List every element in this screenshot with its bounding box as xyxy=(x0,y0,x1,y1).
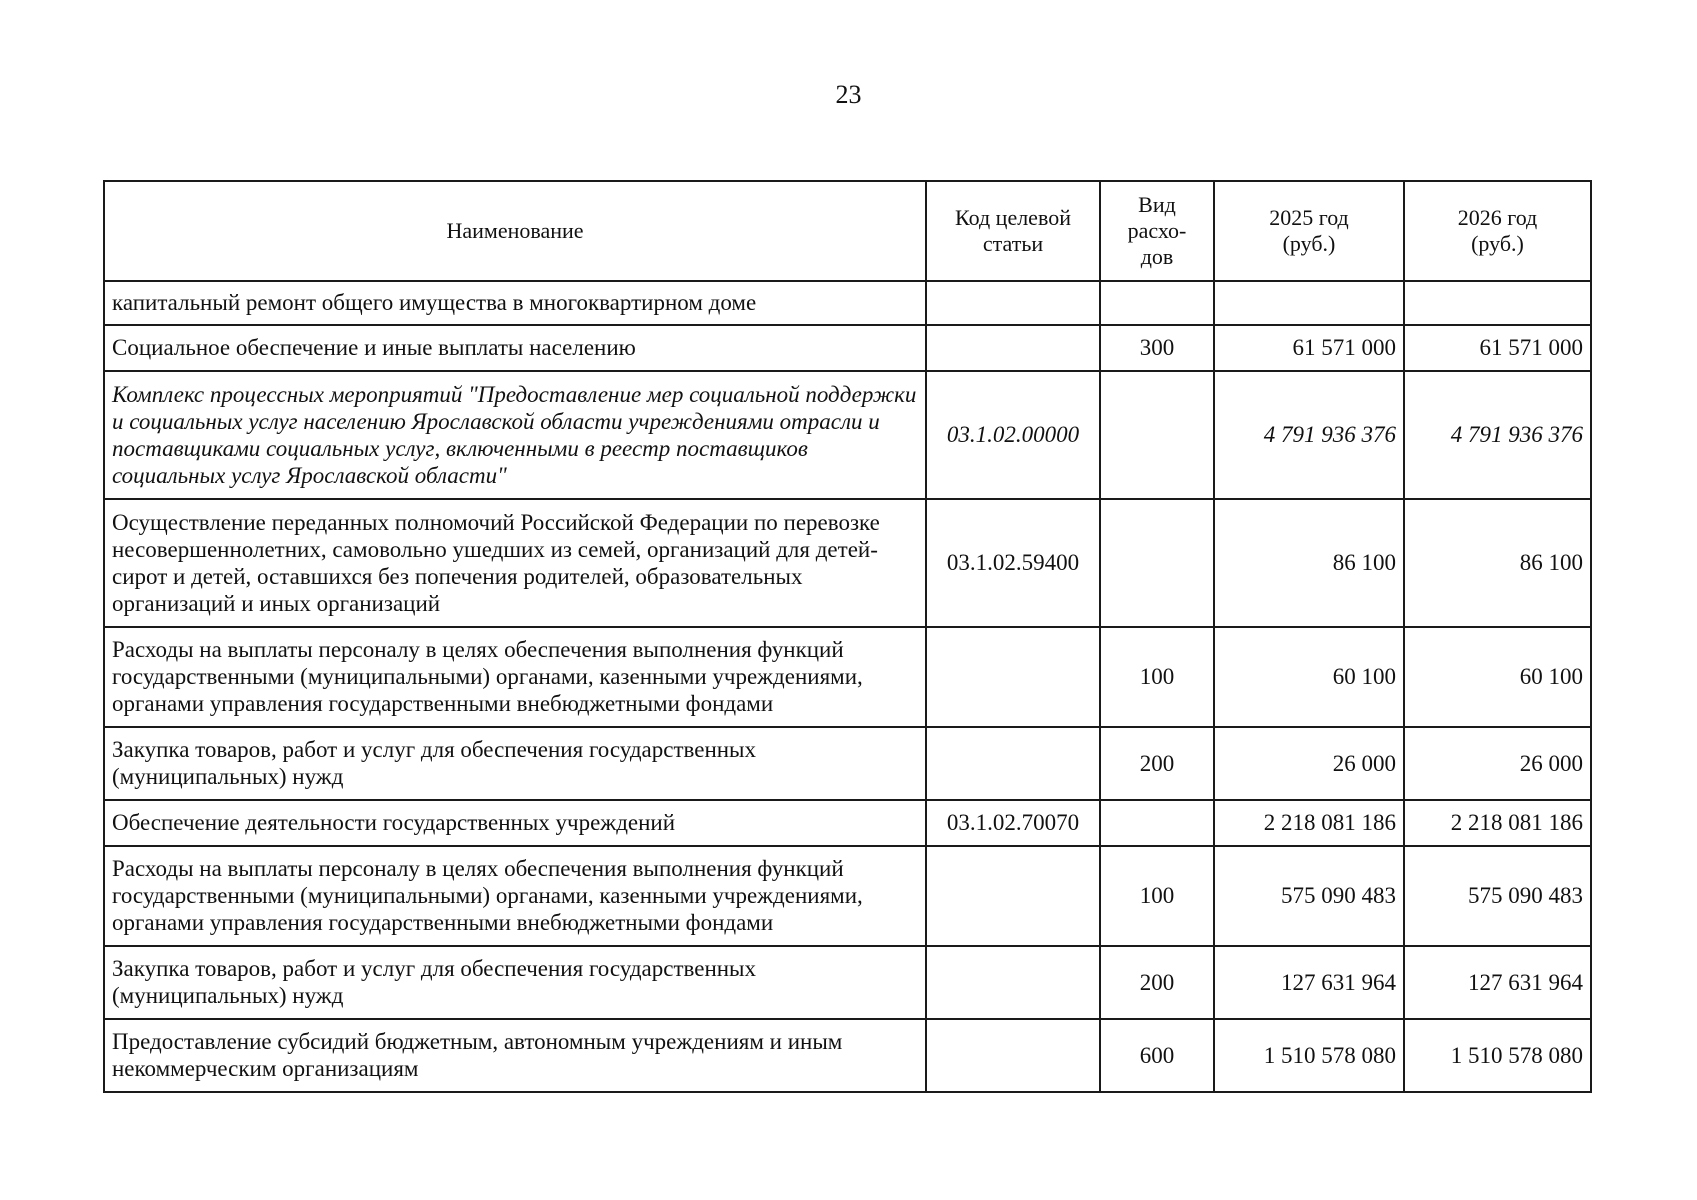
cell-kind xyxy=(1100,499,1214,627)
header-2025-text: 2025 год (руб.) xyxy=(1269,204,1349,256)
cell-2026: 60 100 xyxy=(1404,627,1591,727)
header-2025 xyxy=(1214,181,1404,281)
header-kind xyxy=(1100,181,1214,281)
table-row xyxy=(104,371,1591,499)
budget-table xyxy=(103,180,1592,1093)
table-row xyxy=(104,1019,1591,1092)
cell-2026: 26 000 xyxy=(1404,727,1591,800)
cell-kind xyxy=(1100,281,1214,325)
cell-name: Закупка товаров, работ и услуг для обеспечения государственных (муниципальных) нужд xyxy=(104,727,926,800)
table-row xyxy=(104,627,1591,727)
cell-2026: 86 100 xyxy=(1404,499,1591,627)
cell-2025: 61 571 000 xyxy=(1214,325,1404,371)
cell-code xyxy=(926,946,1100,1019)
table-body xyxy=(104,281,1591,1092)
cell-name: Закупка товаров, работ и услуг для обеспечения государственных (муниципальных) нужд xyxy=(104,946,926,1019)
cell-name: Расходы на выплаты персоналу в целях обеспечения выполнения функций государственными (муниципальными) органами, казенными учреждениями, органами управления государственными внебюджетными фондами xyxy=(104,627,926,727)
header-code xyxy=(926,181,1100,281)
table-row xyxy=(104,499,1591,627)
cell-name: Предоставление субсидий бюджетным, автономным учреждениям и иным некоммерческим организациям xyxy=(104,1019,926,1092)
cell-kind: 100 xyxy=(1100,627,1214,727)
cell-2026: 2 218 081 186 xyxy=(1404,800,1591,846)
cell-kind xyxy=(1100,800,1214,846)
table-header xyxy=(104,181,1591,281)
header-name: Наименование xyxy=(104,181,926,281)
cell-kind: 100 xyxy=(1100,846,1214,946)
header-code-text: Код целевой статьи xyxy=(955,204,1071,256)
cell-2026: 575 090 483 xyxy=(1404,846,1591,946)
header-row xyxy=(104,181,1591,281)
cell-code: 03.1.02.70070 xyxy=(926,800,1100,846)
cell-code xyxy=(926,727,1100,800)
page-number: 23 xyxy=(835,80,862,109)
cell-2025: 575 090 483 xyxy=(1214,846,1404,946)
cell-code xyxy=(926,281,1100,325)
cell-name: Социальное обеспечение и иные выплаты населению xyxy=(104,325,926,371)
cell-name: капитальный ремонт общего имущества в многоквартирном доме xyxy=(104,281,926,325)
cell-2025: 1 510 578 080 xyxy=(1214,1019,1404,1092)
table-row xyxy=(104,846,1591,946)
header-kind-text: Вид расхо-дов xyxy=(1127,191,1187,269)
cell-kind: 600 xyxy=(1100,1019,1214,1092)
cell-2026: 1 510 578 080 xyxy=(1404,1019,1591,1092)
cell-2026 xyxy=(1404,281,1591,325)
cell-2026: 4 791 936 376 xyxy=(1404,371,1591,499)
cell-2025: 2 218 081 186 xyxy=(1214,800,1404,846)
header-2026 xyxy=(1404,181,1591,281)
cell-code xyxy=(926,325,1100,371)
cell-kind xyxy=(1100,371,1214,499)
cell-name: Расходы на выплаты персоналу в целях обеспечения выполнения функций государственными (муниципальными) органами, казенными учреждениями, органами управления государственными внебюджетными фондами xyxy=(104,846,926,946)
cell-code: 03.1.02.59400 xyxy=(926,499,1100,627)
header-2026-text: 2026 год (руб.) xyxy=(1457,204,1538,256)
cell-kind: 300 xyxy=(1100,325,1214,371)
table-row xyxy=(104,325,1591,371)
cell-kind: 200 xyxy=(1100,727,1214,800)
cell-kind: 200 xyxy=(1100,946,1214,1019)
cell-2025 xyxy=(1214,281,1404,325)
cell-code xyxy=(926,846,1100,946)
table-row xyxy=(104,946,1591,1019)
table-row xyxy=(104,727,1591,800)
cell-code xyxy=(926,627,1100,727)
cell-2025: 86 100 xyxy=(1214,499,1404,627)
cell-name: Обеспечение деятельности государственных учреждений xyxy=(104,800,926,846)
cell-2025: 26 000 xyxy=(1214,727,1404,800)
table-row xyxy=(104,800,1591,846)
cell-2025: 60 100 xyxy=(1214,627,1404,727)
table-row xyxy=(104,281,1591,325)
cell-2025: 127 631 964 xyxy=(1214,946,1404,1019)
cell-2026: 61 571 000 xyxy=(1404,325,1591,371)
cell-name: Комплекс процессных мероприятий "Предоставление мер социальной поддержки и социальных услуг населению Ярославской области учреждениями отрасли и поставщиками социальных услуг, включенными в реестр поставщиков социальных услуг Ярославской области" xyxy=(104,371,926,499)
cell-name: Осуществление переданных полномочий Российской Федерации по перевозке несовершеннолетних, самовольно ушедших из семей, организаций для детей-сирот и детей, оставшихся без попечения родителей, образовательных организаций и иных организаций xyxy=(104,499,926,627)
cell-code: 03.1.02.00000 xyxy=(926,371,1100,499)
cell-2026: 127 631 964 xyxy=(1404,946,1591,1019)
cell-code xyxy=(926,1019,1100,1092)
cell-2025: 4 791 936 376 xyxy=(1214,371,1404,499)
